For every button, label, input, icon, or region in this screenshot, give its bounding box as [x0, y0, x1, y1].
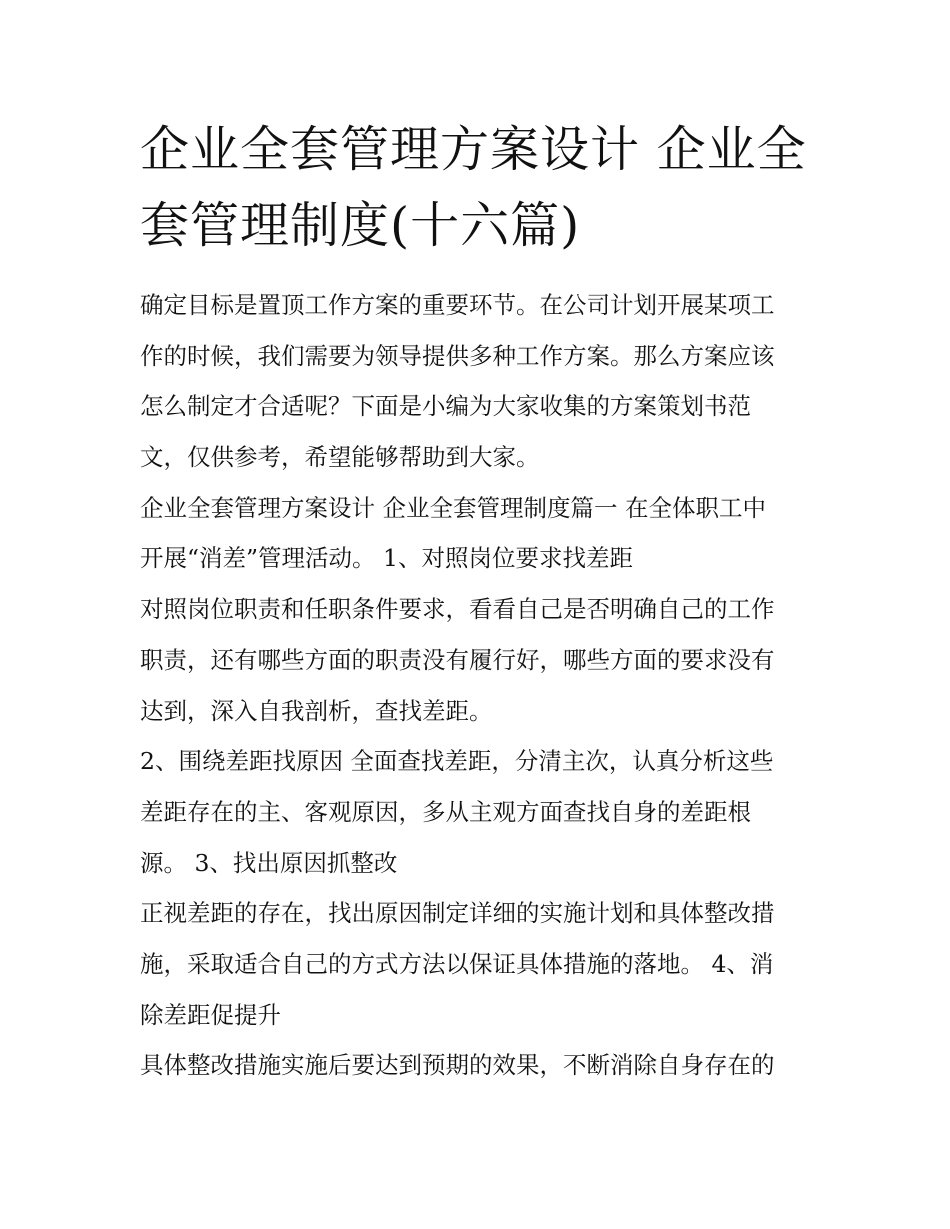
body-line: 2、围绕差距找原因 全面查找差距，分清主次，认真分析这些 — [140, 747, 774, 776]
body-line: 确定目标是置顶工作方案的重要环节。在公司计划开展某项工 — [140, 291, 775, 319]
body-line: 职责，还有哪些方面的职责没有履行好，哪些方面的要求没有 — [140, 645, 775, 674]
body-line: 作的时候，我们需要为领导提供多种工作方案。那么方案应该 — [140, 341, 775, 370]
title-line: 套管理制度(十六篇) — [140, 197, 581, 254]
body-line: 开展“消差”管理活动。 1、对照岗位要求找差距 — [140, 544, 633, 573]
body-line: 差距存在的主、客观原因，多从主观方面查找自身的差距根 — [140, 797, 751, 826]
document-body — [140, 280, 830, 1091]
body-line: 达到，深入自我剖析，查找差距。 — [140, 696, 493, 725]
body-line: 施，采取适合自己的方式方法以保证具体措施的落地。 4、消 — [140, 949, 774, 978]
body-line: 除差距促提升 — [140, 1000, 281, 1029]
body-line: 企业全套管理方案设计 企业全套管理制度篇一 在全体职工中 — [140, 493, 766, 522]
body-line: 具体整改措施实施后要达到预期的效果，不断消除自身存在的 — [140, 1051, 775, 1080]
body-line: 正视差距的存在，找出原因制定详细的实施计划和具体整改措 — [140, 899, 775, 928]
document-title — [140, 112, 830, 264]
title-line: 企业全套管理方案设计 企业全 — [140, 121, 807, 178]
body-line: 对照岗位职责和任职条件要求，看看自己是否明确自己的工作 — [140, 595, 775, 624]
body-line: 怎么制定才合适呢？下面是小编为大家收集的方案策划书范 — [140, 392, 751, 421]
body-line: 文，仅供参考，希望能够帮助到大家。 — [140, 443, 540, 472]
body-line: 源。 3、找出原因抓整改 — [140, 848, 398, 877]
